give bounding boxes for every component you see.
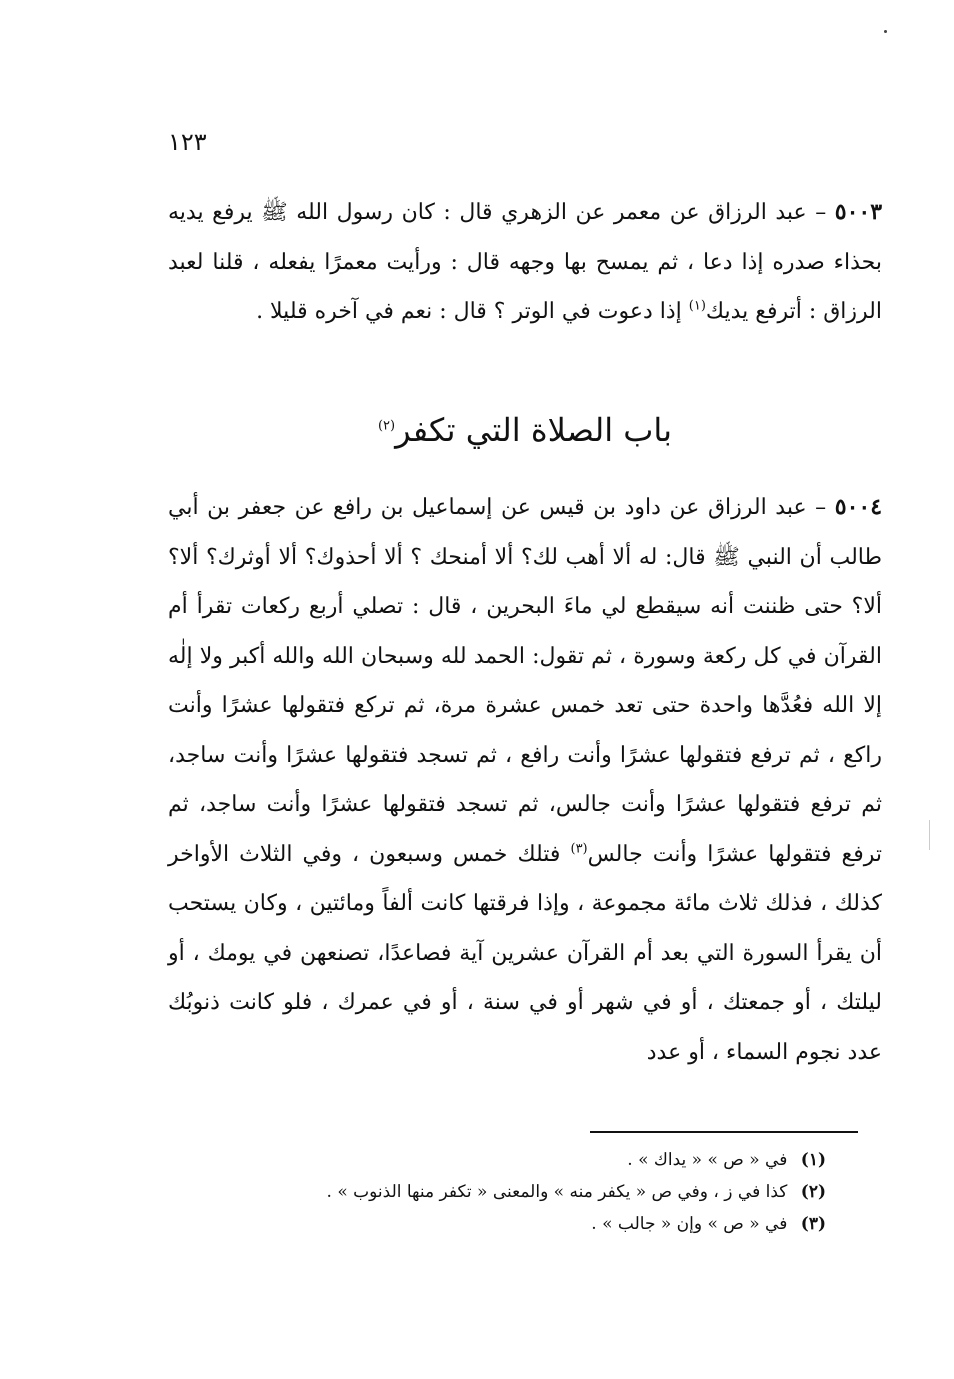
footnotes-section <box>168 1144 826 1240</box>
page-number: ١٢٣ <box>168 128 207 156</box>
footnote-text: في « ص » وإن « جالب » . <box>591 1214 788 1234</box>
hadith-5004-paragraph <box>168 483 882 1077</box>
footnote-text: في « ص » « يداك » . <box>627 1150 788 1170</box>
hadith-text: – عبد الرزاق عن داود بن قيس عن إسماعيل بن رافع عن جعفر بن أبي طالب أن النبي ﷺ قال: له ألا أهب لك؟ ألا أمنحك ؟ ألا أحذوك؟ ألا أوثرك؟ ألا؟ ألا؟ حتى ظننت أنه سيقطع لي ماءَ البحرين ، قال : تصلي أربع ركعات تقرأ أم القرآن في كل ركعة وسورة ، ثم تقول: الحمد لله وسبحان الله والله أكبر ولا إلٰه إلا الله فعُدَّها واحدة حتى تعد خمس عشرة مرة، ثم تركع فتقولها عشرًا وأنت راكع ، ثم ترفع فتقولها عشرًا وأنت رافع ، ثم تسجد فتقولها عشرًا وأنت ساجد، ثم ترفع فتقولها عشرًا وأنت جالس، ثم تسجد فتقولها عشرًا وأنت ساجد، ثم ترفع فتقولها عشرًا وأنت جالس <box>168 495 882 867</box>
footnote-ref-1: (١) <box>688 298 706 314</box>
hadith-text-continued: إذا دعوت في الوتر ؟ قال : نعم في آخره قليلا . <box>256 299 682 324</box>
hadith-number: ٥٠٠٣ <box>834 199 883 225</box>
chapter-heading <box>168 405 882 455</box>
chapter-heading-text: باب الصلاة التي تكفر <box>395 411 673 449</box>
hadith-5003-paragraph <box>168 188 882 337</box>
scan-edge-mark <box>929 820 930 850</box>
footnote-1 <box>168 1144 826 1176</box>
footnote-2 <box>168 1176 826 1208</box>
scan-speck <box>884 30 887 33</box>
footnote-marker: (٢) <box>800 1182 826 1202</box>
footnote-marker: (٣) <box>800 1214 826 1234</box>
footnote-text: كذا في ز ، وفي ص « يكفر منه » والمعنى « تكفر منها الذنوب » . <box>326 1182 788 1202</box>
footnote-3 <box>168 1208 826 1240</box>
footnote-ref-2: (٢) <box>377 418 396 434</box>
hadith-5003-block <box>168 188 882 337</box>
hadith-5004-block <box>168 483 882 1077</box>
hadith-number: ٥٠٠٤ <box>834 494 883 520</box>
footnote-divider <box>590 1131 858 1133</box>
footnote-ref-3: (٣) <box>570 841 588 857</box>
hadith-text-continued: فتلك خمس وسبعون ، وفي الثلاث الأواخر كذلك ، فذلك ثلاث مائة مجموعة ، وإذا فرقتها كانت ألفاً ومائتين ، وكان يستحب أن يقرأ السورة التي بعد أم القرآن عشرين آية فصاعدًا، تصنعهن في يومك ، أو ليلتك ، أو جمعتك ، أو في شهر أو في سنة ، أو في عمرك ، فلو كانت ذنوبُك عدد نجوم السماء ، أو عدد <box>168 841 882 1065</box>
hadith-text: – عبد الرزاق عن معمر عن الزهري قال : كان رسول الله ﷺ يرفع يديه بحذاء صدره إذا دعا ، ثم يمسح بها وجهه قال : ورأيت معمرًا يفعله ، قلنا لعبد الرزاق : أترفع يديك <box>168 200 882 324</box>
footnote-marker: (١) <box>800 1150 826 1170</box>
